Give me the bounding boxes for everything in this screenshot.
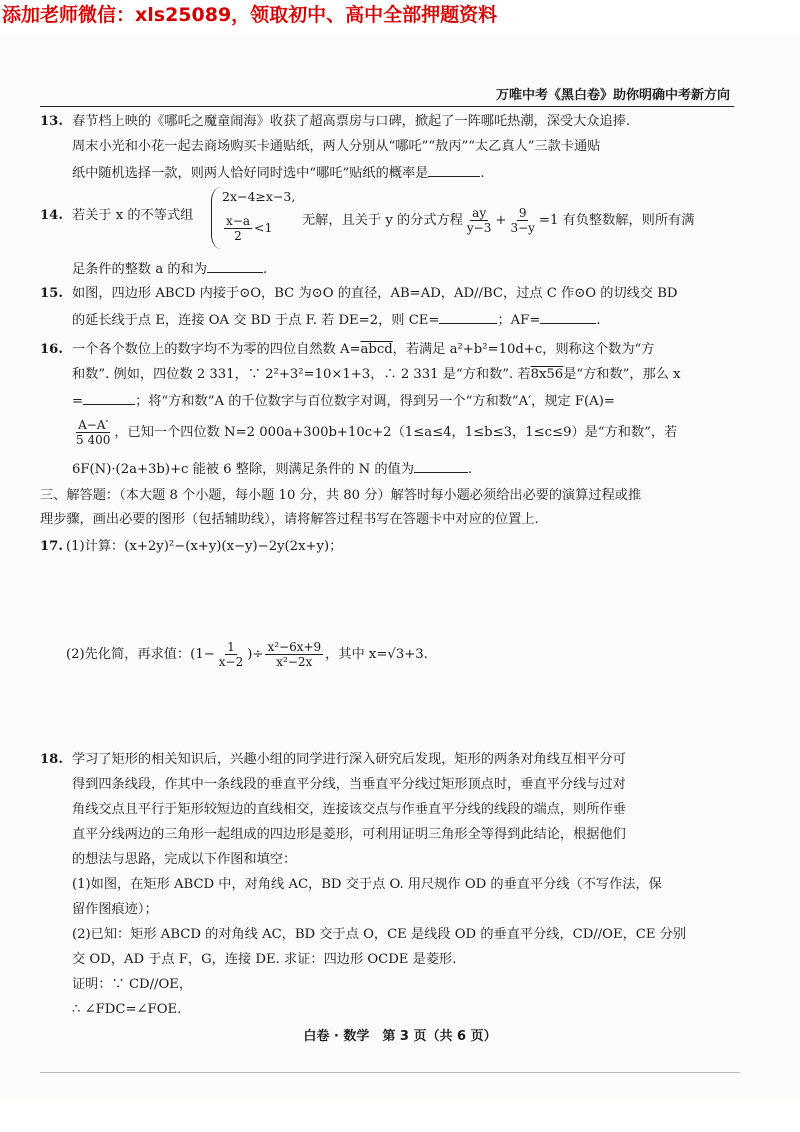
q13-number: 13. (40, 114, 63, 129)
header-divider (40, 106, 734, 107)
q14-line-2-text: 足条件的整数 a 的和为 (72, 262, 207, 277)
fraction-numerator: x−a (226, 214, 250, 228)
q13-line-2: 周末小光和小花一起去商场购买卡通贴纸，两人分别从“哪吒”“敖丙”“太乙真人”三款卡通贴 (72, 139, 601, 154)
q14-lead: 若关于 x 的不等式组 (72, 208, 194, 223)
q17-part-1: (1)计算：(x+2y)²−(x+y)(x−y)−2y(2x+y)； (66, 539, 343, 554)
fraction-denominator: y−3 (466, 221, 492, 235)
q16-8x56: 8x56 (530, 367, 564, 382)
q17-part-2 (66, 640, 428, 669)
q15-line-2-mid: ；AF= (497, 313, 541, 328)
q18-line-7: 留作图痕迹）； (72, 902, 158, 917)
answer-blank-n (414, 458, 468, 473)
answer-blank (207, 258, 263, 273)
system-brace (211, 187, 222, 249)
q14-number: 14. (40, 208, 63, 223)
q13-line-1: 春节档上映的《哪吒之魔童闹海》收获了超高票房与口碑，掀起了一阵哪吒热潮，深受大众追捧. (72, 114, 631, 129)
promo-banner: 添加老师微信：xls25089，领取初中、高中全部押题资料 (0, 0, 800, 34)
q18-line-8: (2)已知：矩形 ABCD 的对角线 AC，BD 交于点 O，CE 是线段 OD 的垂直平分线，CD//OE，CE 分别 (72, 927, 687, 942)
answer-blank-af (540, 309, 596, 324)
answer-blank-x (83, 390, 135, 405)
q17-number: 17. (40, 539, 63, 554)
q18-proof-line-2: ∴ ∠FDC=∠FOE. (72, 1002, 182, 1017)
fraction-numerator: x²−6x+9 (267, 640, 322, 654)
q18-line-1: 学习了矩形的相关知识后，兴趣小组的同学进行深入研究后发现，矩形的两条对角线互相平分可 (72, 752, 626, 767)
q16-line-5-text: 6F(N)·(2a+3b)+c 能被 6 整除，则满足条件的 N 的值为 (72, 462, 414, 477)
q17-divide: )÷ (247, 647, 264, 662)
q16-abcd: abcd (360, 342, 393, 357)
q15-line-1: 如图，四边形 ABCD 内接于⊙O，BC 为⊙O 的直径，AB=AD，AD//BC，过点 C 作⊙O 的切线交 BD (72, 286, 678, 301)
q18-proof-line-1: 证明：∵ CD//OE， (72, 977, 193, 992)
q13-line-3-end: . (480, 166, 485, 181)
q16-line-1 (72, 340, 654, 360)
fraction-denominator: x−2 (218, 655, 244, 669)
q18-line-5: 的想法与思路，完成以下作图和填空： (72, 852, 297, 867)
q14-inequality-1: 2x−4≥x−3, (222, 189, 296, 204)
q16-line-5-end: . (467, 462, 473, 477)
fraction-numerator: A−A′ (78, 418, 109, 432)
q18-number: 18. (40, 752, 63, 767)
q17-part-2-lead: (2)先化简，再求值：(1− (66, 647, 215, 662)
q14-fraction-1 (465, 206, 493, 235)
q16-line-3 (72, 390, 615, 412)
q16-line-3-a: = (72, 394, 84, 409)
q14-equation (302, 206, 694, 235)
q16-fraction (74, 418, 112, 447)
q14-mid-text: 无解，且关于 y 的分式方程 (302, 213, 463, 228)
q16-line-3-b: ；将“方和数”A 的千位数字与百位数字对调，得到另一个“方和数”A′，规定 F(A)= (135, 394, 615, 409)
q18-line-4: 直平分线两边的三角形一起组成的四边形是菱形，可利用证明三角形全等得到此结论，根据他们 (72, 827, 626, 842)
q18-line-6: (1)如图，在矩形 ABCD 中，对角线 AC，BD 交于点 O. 用尺规作 OD 的垂直平分线（不写作法，保 (72, 877, 662, 892)
q18-line-2: 得到四条线段，作其中一条线段的垂直平分线，当垂直平分线过矩形顶点时，垂直平分线与过对 (72, 777, 626, 792)
q14-inequality-2 (222, 214, 272, 243)
q14-ineq2-relation: <1 (253, 220, 273, 235)
q13-line-3 (72, 162, 485, 184)
q15-line-2 (72, 309, 601, 331)
q16-line-2-b: 是“方和数”，那么 x (563, 367, 681, 382)
section-3-heading: 三、解答题：（本大题 8 个小题，每小题 10 分，共 80 分）解答时每小题必须给出必要的演算过程或推 (40, 488, 642, 503)
q16-line-1-b: ，若满足 a²+b²=10d+c，则称这个数为“方 (392, 342, 655, 357)
answer-blank (428, 162, 480, 177)
q17-fraction-2 (265, 640, 323, 669)
answer-blank-ce (439, 309, 497, 324)
fraction-numerator: 9 (518, 206, 527, 220)
q14-fraction-2 (508, 206, 536, 235)
header-slogan: 万唯中考《黑白卷》助你明确中考新方向 (495, 88, 730, 103)
q14-line-2 (72, 258, 267, 280)
section-3-instructions: 理步骤，画出必要的图形（包括辅助线），请将解答过程书写在答题卡中对应的位置上. (40, 512, 539, 527)
q16-number: 16. (40, 342, 63, 357)
fraction-numerator: 1 (227, 640, 235, 654)
fraction-denominator: 5 400 (76, 433, 111, 447)
fraction-denominator: x²−2x (276, 655, 313, 669)
q14-ineq2-fraction (224, 214, 252, 243)
q16-line-4-text: ，已知一个四位数 N=2 000a+300b+10c+2（1≤a≤4，1≤b≤3，1≤c≤9）是“方和数”，若 (114, 425, 678, 440)
q16-line-2 (72, 365, 681, 385)
q15-number: 15. (40, 286, 63, 301)
q16-line-2-a: 和数”. 例如，四位数 2 331，∵ 2²+3²=10×1+3，∴ 2 331 是“方和数”. 若 (72, 367, 531, 382)
fraction-denominator: 3−y (510, 221, 535, 235)
q13-line-3-text: 纸中随机选择一款，则两人恰好同时选中“哪吒”贴纸的概率是 (72, 166, 429, 181)
q16-line-4 (72, 418, 677, 447)
page-footer: 白卷 · 数学 第 3 页（共 6 页） (303, 1029, 497, 1044)
q14-tail: =1 有负整数解，则所有满 (538, 213, 695, 228)
q18-line-3: 角线交点且平行于矩形较短边的直线相交，连接该交点与作垂直平分线的线段的端点，则所作垂 (72, 802, 626, 817)
q15-line-2-text: 的延长线于点 E，连接 OA 交 BD 于点 F. 若 DE=2，则 CE= (72, 313, 440, 328)
q15-line-2-end: . (596, 313, 601, 328)
footer-divider (40, 1072, 740, 1073)
q16-line-1-a: 一个各个数位上的数字均不为零的四位自然数 A= (72, 342, 361, 357)
fraction-denominator: 2 (234, 229, 242, 243)
fraction-numerator: ay (472, 206, 487, 220)
q17-part-2-tail: ，其中 x=√3+3. (325, 647, 428, 662)
q16-line-5 (72, 458, 472, 480)
q14-plus: + (495, 213, 507, 228)
q14-line-2-end: . (262, 262, 268, 277)
q18-line-9: 交 OD，AD 于点 F，G，连接 DE. 求证：四边形 OCDE 是菱形. (72, 952, 457, 967)
bottom-margin (0, 1100, 800, 1132)
q17-fraction-1 (217, 640, 245, 669)
